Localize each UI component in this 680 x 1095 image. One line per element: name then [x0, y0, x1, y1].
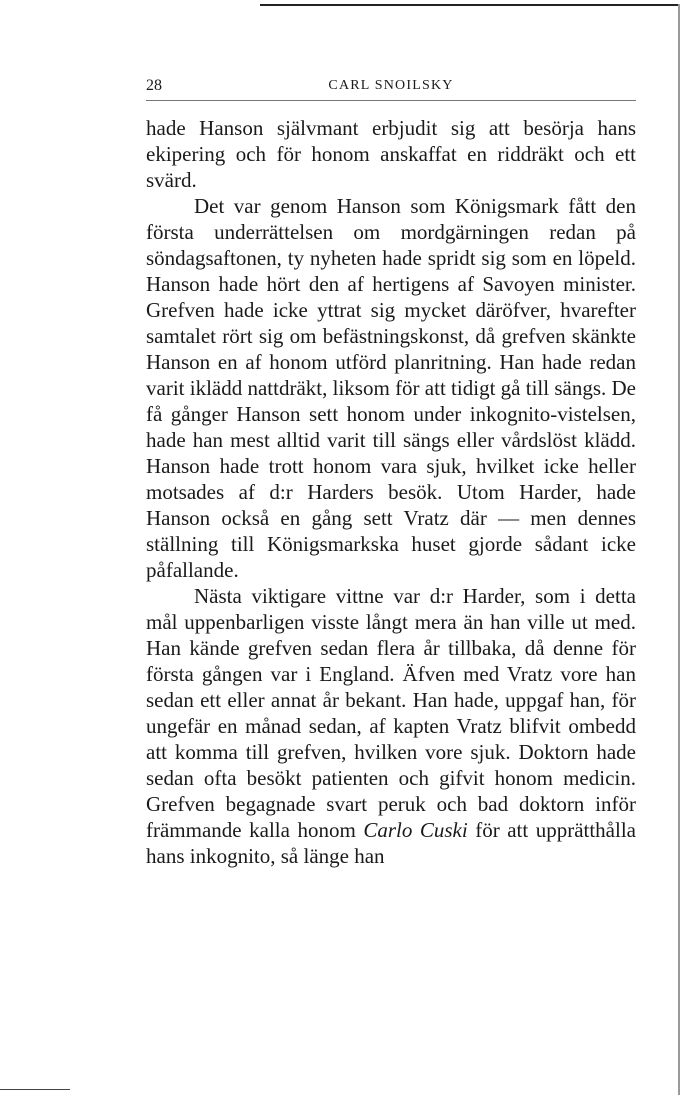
paragraph-2: Det var genom Hanson som Königsmark fått den första underrättelsen om mordgärningen redan på söndagsaftonen, ty nyheten hade spridt sig som en löpeld. Hanson hade hört den af hertigens af Savoyen minister. Grefven hade icke yttrat sig mycket däröfver, hvarefter samtalet rört sig om befästningskonst, då grefven skänkte Hanson en af honom utförd planritning. Han hade redan varit iklädd nattdräkt, liksom för att tidigt gå till sängs. De få gånger Hanson sett honom under inkognito-vistelsen, hade han mest alltid varit till sängs eller vårdslöst klädd. Hanson hade trott honom vara sjuk, hvilket icke heller motsades af d:r Harders besök. Utom Harder, hade Hanson också en gång sett Vratz där — men dennes ställning till Königsmarkska huset gjorde sådant icke påfallande. [146, 194, 636, 582]
paragraph-1: hade Hanson självmant erbjudit sig att besörja hans ekipering och för honom anskaffat en riddräkt och ett svärd. [146, 116, 636, 192]
page-number: 28 [146, 77, 162, 94]
italic-name: Carlo Cuski [363, 818, 468, 842]
page-bottom-edge [0, 1089, 70, 1090]
running-title: CARL SNOILSKY [328, 78, 454, 93]
running-head [146, 72, 636, 101]
paragraph-3-text-after: för att upprätthålla hans inkognito, så länge han [146, 818, 636, 868]
book-page [146, 72, 636, 869]
body-text [146, 115, 636, 869]
paragraph-3 [146, 583, 636, 869]
paragraph-3-text-before: Nästa viktigare vittne var d:r Harder, som i detta mål uppenbarligen visste långt mera än han ville ut med. Han kände grefven sedan flera år tillbaka, då denne för första gången var i England. Äfven med Vratz vore han sedan ett eller annat år bekant. Han hade, uppgaf han, för ungefär en månad sedan, af kapten Vratz blifvit ombedd att komma till grefven, hvilken vore sjuk. Doktorn hade sedan ofta besökt patienten och gifvit honom medicin. Grefven begagnade svart peruk och bad doktorn inför främmande kalla honom [146, 584, 636, 842]
page-top-edge [260, 0, 680, 6]
